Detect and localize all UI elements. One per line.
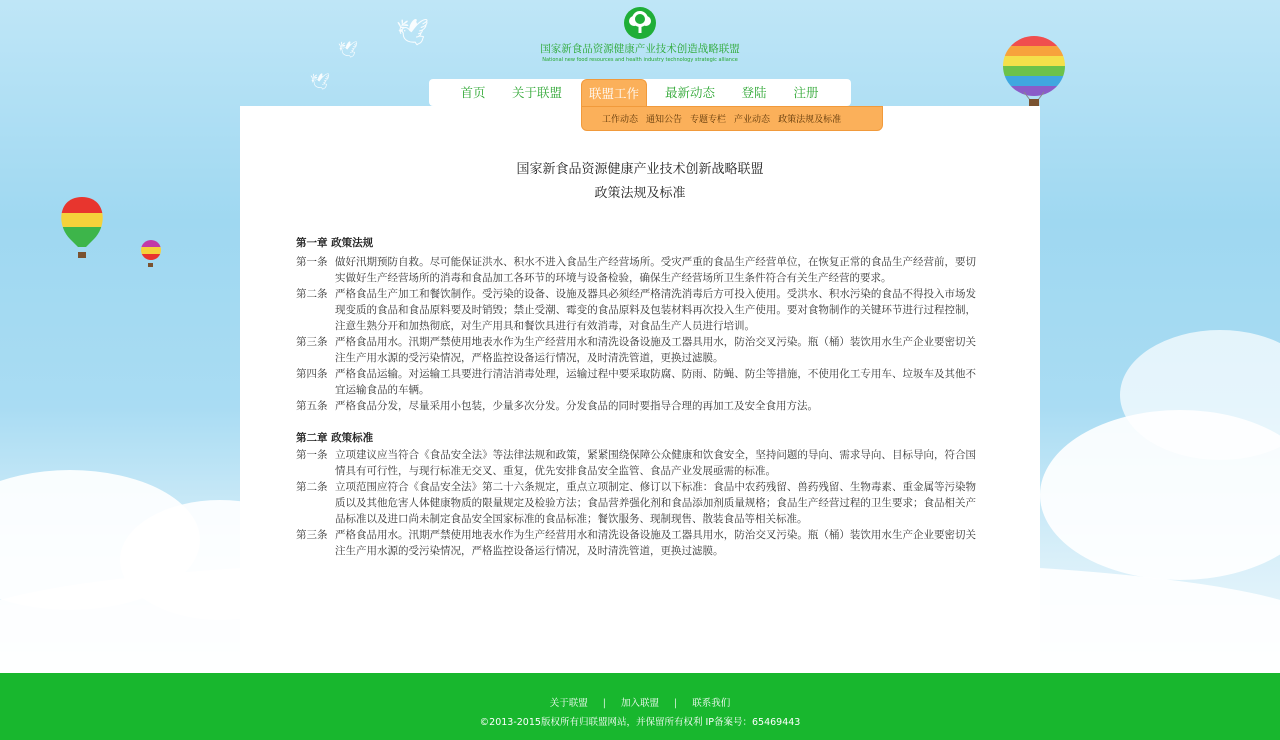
copyright-text: ©2013-2015版权所有归联盟网站，并保留所有权利 IP备案号：65469443 — [479, 717, 801, 728]
article — [296, 286, 976, 334]
document-subtitle: 政策法规及标准 — [594, 186, 686, 201]
nav-item-home[interactable]: 首页 — [460, 85, 486, 100]
logo-subtitle: National new food resources and health industry technology strategic alliance — [542, 57, 738, 63]
article-text: 立项范围应符合《食品安全法》第二十六条规定，重点立项制定、修订以下标准：食品中农药残留、兽药残留、生物毒素、重金属等污染物质以及其他危害人体健康物质的限量规定及检验方法；食品营养强化剂和食品添加剂质量规格；食品生产经营过程的卫生要求；食品相关产品标准以及进口尚未制定食品安全国家标准的食品标准；餐饮服务、现制现售、散装食品等相关标准。 — [335, 481, 976, 525]
footer-link-join[interactable]: 加入联盟 — [620, 698, 659, 709]
dove-icon: 🕊 — [338, 40, 359, 59]
dove-icon: 🕊 — [396, 18, 430, 48]
nav-item-login[interactable]: 登陆 — [741, 85, 767, 100]
article — [296, 254, 976, 286]
article — [296, 527, 976, 559]
subnav-item-work-news[interactable]: 工作动态 — [602, 115, 639, 125]
article-number: 第一条 — [296, 449, 328, 461]
nav-item-alliance-work[interactable]: 联盟工作 — [581, 79, 647, 106]
dove-icon: 🕊 — [310, 72, 331, 91]
article-text: 严格食品用水。汛期严禁使用地表水作为生产经营用水和清洗设备设施及工器具用水，防治交叉污染。瓶（桶）装饮用水生产企业要密切关注生产用水源的受污染情况，严格监控设备运行情况，及时清洗管道，更换过滤膜。 — [335, 336, 976, 364]
article-text: 严格食品生产加工和餐饮制作。受污染的设备、设施及器具必须经严格清洗消毒后方可投入使用。受洪水、积水污染的食品不得投入市场发现变质的食品和食品原料要及时销毁；禁止受潮、霉变的食品原料及包装材料再次投入生产使用。要对食物制作的关键环节进行过程控制，注意生熟分开和加热彻底，对生产用具和餐饮具进行有效消毒，对食品生产人员进行培训。 — [335, 288, 976, 332]
article-number: 第二条 — [296, 288, 328, 300]
sub-nav — [581, 106, 883, 131]
footer-links — [0, 695, 1280, 709]
footer-link-about[interactable]: 关于联盟 — [549, 698, 588, 709]
footer — [0, 673, 1280, 740]
hot-air-balloon-icon — [140, 240, 162, 270]
logo-title: 国家新食品资源健康产业技术创造战略联盟 — [540, 43, 740, 55]
article — [296, 479, 976, 527]
article — [296, 366, 976, 398]
tree-logo-icon — [623, 6, 657, 40]
subnav-item-notices[interactable]: 通知公告 — [646, 115, 683, 125]
hot-air-balloon-icon — [1002, 36, 1066, 108]
article-number: 第四条 — [296, 368, 328, 380]
article — [296, 447, 976, 479]
content-panel — [240, 106, 1040, 673]
main-nav — [429, 79, 851, 106]
article-number: 第一条 — [296, 256, 328, 268]
hot-air-balloon-icon — [56, 195, 108, 263]
article-text: 严格食品运输。对运输工具要进行清洁消毒处理，运输过程中要采取防腐、防雨、防蝇、防尘等措施，不使用化工专用车、垃圾车及其他不宜运输食品的车辆。 — [335, 368, 976, 396]
nav-item-register[interactable]: 注册 — [793, 85, 819, 100]
site-logo[interactable] — [538, 6, 742, 63]
nav-item-latest-news[interactable]: 最新动态 — [664, 85, 715, 100]
article-text: 严格食品分发，尽量采用小包装，少量多次分发。分发食品的同时要指导合理的再加工及安全食用方法。 — [335, 400, 818, 412]
article-number: 第二条 — [296, 481, 328, 493]
article-number: 第三条 — [296, 336, 328, 348]
subnav-item-industry-news[interactable]: 产业动态 — [734, 115, 771, 125]
article — [296, 334, 976, 366]
subnav-item-topics[interactable]: 专题专栏 — [690, 115, 727, 125]
article-number: 第三条 — [296, 529, 328, 541]
article-text: 做好汛期预防自救。尽可能保证洪水、积水不进入食品生产经营场所。受灾严重的食品生产经营单位，在恢复正常的食品生产经营前，要切实做好生产经营场所的消毒和食品加工各环节的环境与设备检验，确保生产经营场所卫生条件符合有关生产经营的要求。 — [335, 256, 976, 284]
chapter-heading: 第一章 政策法规 — [296, 237, 374, 249]
footer-separator: | — [602, 698, 606, 709]
document-title: 国家新食品资源健康产业技术创新战略联盟 — [516, 162, 764, 177]
nav-item-about[interactable]: 关于联盟 — [511, 85, 562, 100]
chapter-heading: 第二章 政策标准 — [296, 432, 374, 444]
subnav-item-policy-standards[interactable]: 政策法规及标准 — [778, 115, 842, 125]
article-number: 第五条 — [296, 400, 328, 412]
footer-separator: | — [674, 698, 678, 709]
footer-link-contact[interactable]: 联系我们 — [692, 698, 731, 709]
article — [296, 398, 976, 414]
article-text: 立项建议应当符合《食品安全法》等法律法规和政策，紧紧围绕保障公众健康和饮食安全，坚持问题的导向、需求导向、目标导向，符合国情具有可行性，与现行标准无交叉、重复，优先安排食品安全监管、食品产业发展亟需的标准。 — [335, 449, 976, 477]
article-text: 严格食品用水。汛期严禁使用地表水作为生产经营用水和清洗设备设施及工器具用水，防治交叉污染。瓶（桶）装饮用水生产企业要密切关注生产用水源的受污染情况，严格监控设备运行情况，及时清洗管道，更换过滤膜。 — [335, 529, 976, 557]
